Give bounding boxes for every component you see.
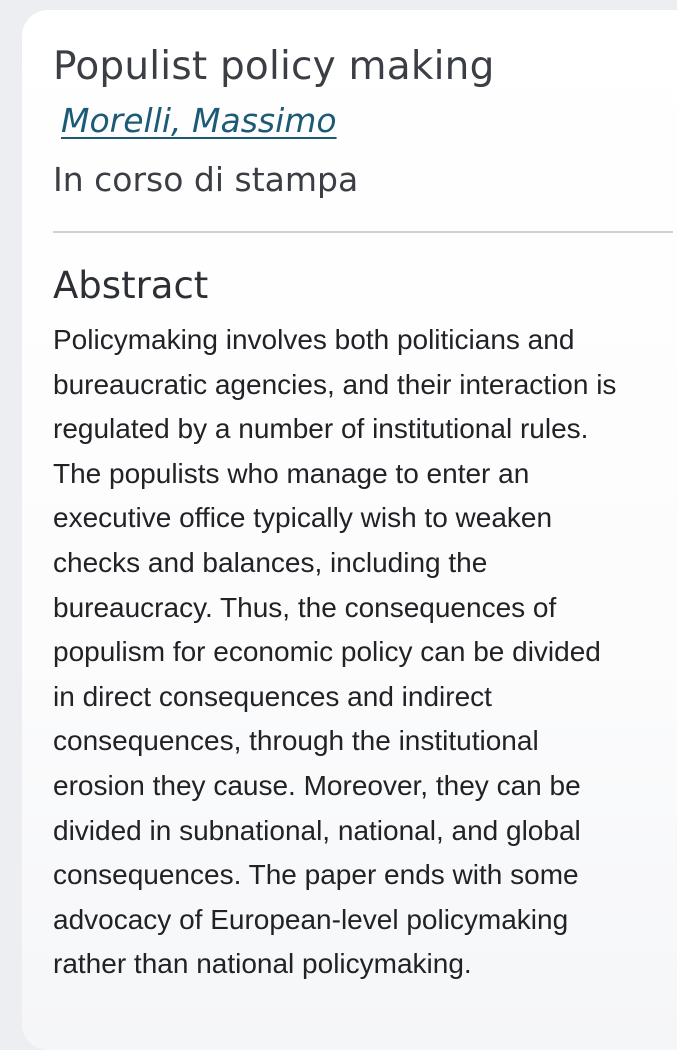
- publication-status: In corso di stampa: [53, 160, 359, 199]
- abstract-line: executive office typically wish to weaken: [53, 502, 553, 534]
- abstract-line: The populists who manage to enter an: [53, 457, 530, 489]
- abstract-line: populism for economic policy can be divided: [53, 636, 601, 668]
- abstract-line: consequences. The paper ends with some: [53, 859, 579, 891]
- abstract-line: in direct consequences and indirect: [53, 680, 492, 712]
- abstract-heading: Abstract: [53, 264, 209, 307]
- abstract-line: rather than national policymaking.: [53, 948, 472, 980]
- abstract-line: erosion they cause. Moreover, they can be: [53, 769, 581, 801]
- abstract-line: regulated by a number of institutional rules.: [53, 413, 589, 445]
- abstract-text: [53, 318, 677, 987]
- abstract-line: bureaucratic agencies, and their interaction is: [53, 368, 617, 400]
- abstract-line: consequences, through the institutional: [53, 725, 539, 757]
- record-title: Populist policy making: [53, 44, 495, 89]
- author-link[interactable]: Morelli, Massimo: [61, 101, 337, 140]
- abstract-line: divided in subnational, national, and global: [53, 814, 581, 846]
- section-divider: [53, 231, 673, 233]
- abstract-line: checks and balances, including the: [53, 546, 488, 578]
- abstract-line: bureaucracy. Thus, the consequences of: [53, 591, 557, 623]
- abstract-line: advocacy of European-level policymaking: [53, 903, 569, 935]
- abstract-line: Policymaking involves both politicians and: [53, 324, 575, 355]
